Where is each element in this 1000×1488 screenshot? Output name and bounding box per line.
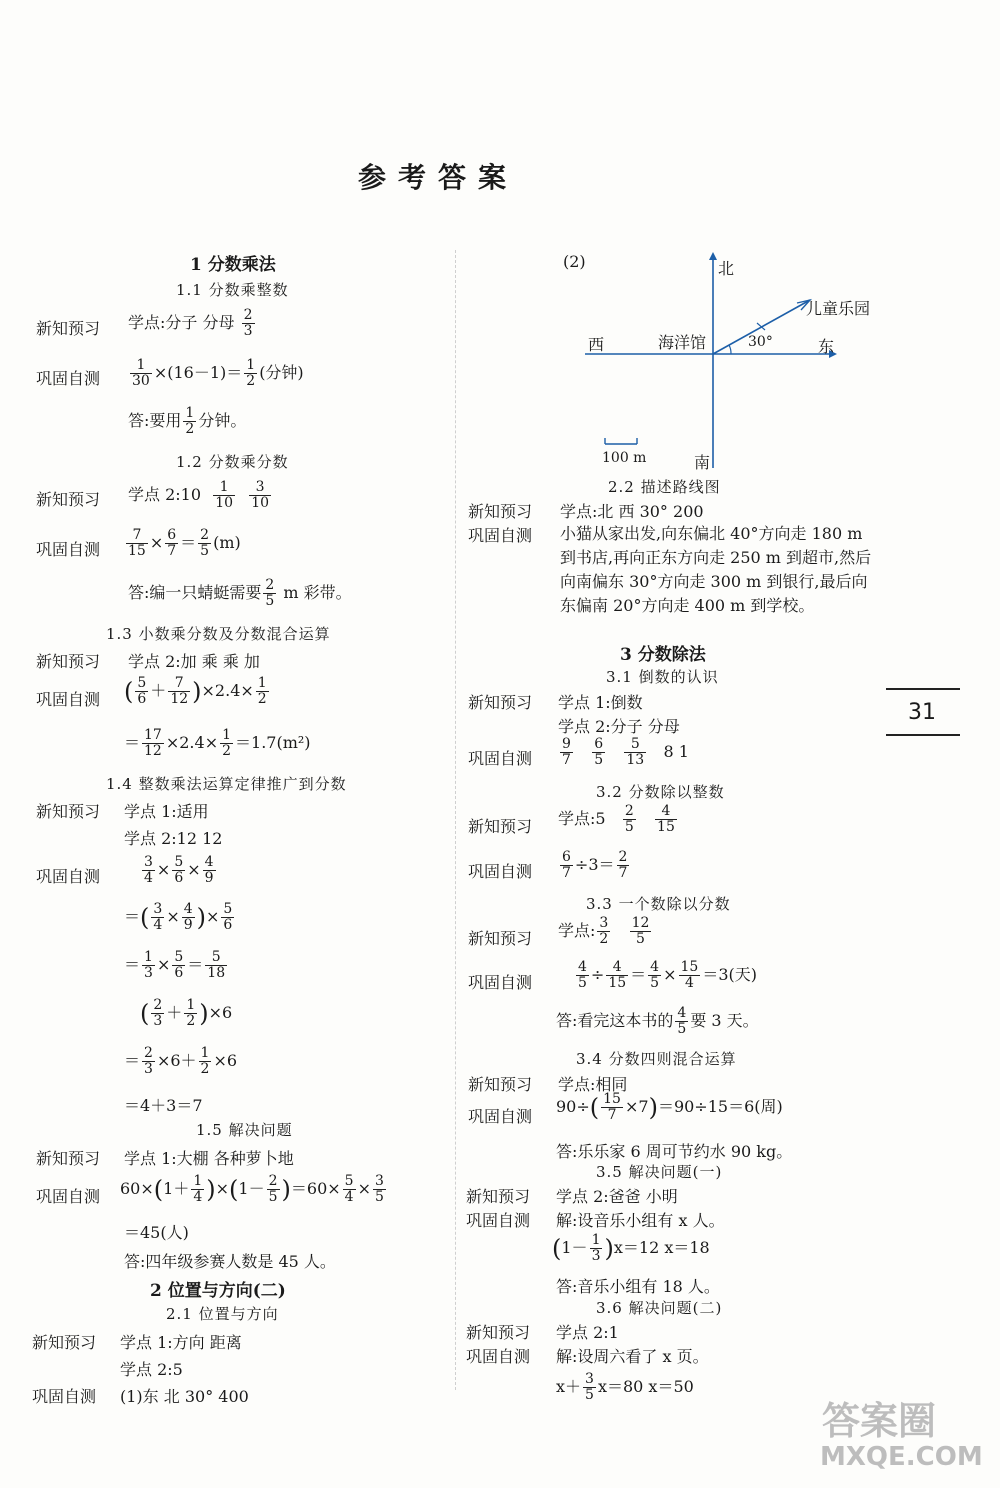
answer-3-4-test: 90÷( $\frac{15}{7}$ ×7)＝90÷15＝6(周) [556, 1091, 783, 1123]
answer-3-1-preview-2: 学点 2:分子 分母 [558, 717, 680, 736]
answer-1-1-test [128, 358, 304, 389]
fraction: $\frac{3}{4}$ [144, 854, 153, 886]
fraction: $\frac{15}{4}$ [680, 959, 699, 991]
column-divider [455, 250, 456, 1390]
label-preview: 新知预习 [36, 319, 101, 338]
answer-3-3-conclusion-b: 要 3 天。 [690, 1011, 759, 1030]
fraction: $\frac{1}{3}$ [591, 1232, 601, 1264]
answer-3-6-test-2 [556, 1372, 694, 1403]
answer-1-4-line-1: $\frac{3}{4}$ × $\frac{5}{6}$ × $\frac{4}{9}$ [144, 854, 214, 886]
page-number-rule-top [886, 688, 960, 690]
label-preview: 新知预习 [36, 1149, 101, 1168]
fraction: $\frac{1}{2}$ [246, 357, 256, 389]
answer-1-4-line-3: ＝ $\frac{1}{3}$ × $\frac{5}{6}$ ＝ $\frac{5}{18}$ [124, 949, 226, 981]
answer-3-2-test: $\frac{6}{7}$ ÷3＝ $\frac{2}{7}$ [562, 849, 628, 881]
label-test: 巩固自测 [468, 1107, 533, 1126]
fraction: $\frac{4}{5}$ [677, 1005, 687, 1037]
answer-3-3-preview-text: 学点: [558, 921, 596, 940]
label-preview: 新知预习 [468, 1075, 533, 1094]
answer-3-3-preview [558, 916, 653, 947]
section-3-1-heading: 3.1 倒数的认识 [606, 668, 719, 686]
fraction: $\frac{2}{5}$ [624, 803, 634, 835]
fraction: $\frac{3}{5}$ [585, 1371, 594, 1403]
answer-2-2-test: 小猫从家出发,向东偏北 40°方向走 180 m 到书店,再向正东方向走 250 m 到超市,然后向南偏东 30°方向走 300 m 到银行,最后向东偏南 20°方向走 400 m 到学校。 [560, 524, 872, 615]
fraction: $\frac{5}{4}$ [344, 1173, 354, 1205]
answer-1-4-line-6: ＝4＋3＝7 [124, 1096, 203, 1115]
label-test: 巩固自测 [468, 526, 533, 545]
section-2-2-heading: 2.2 描述路线图 [608, 478, 721, 496]
watermark-logo: 答案圈 [822, 1399, 937, 1443]
chapter-1-heading: 1 分数乘法 [190, 255, 276, 275]
diagram-south: 南 [694, 453, 711, 472]
fraction: $\frac{5}{6}$ [137, 675, 147, 707]
label-preview: 新知预习 [36, 652, 101, 671]
section-2-1-heading: 2.1 位置与方向 [166, 1305, 279, 1323]
section-3-4-heading: 3.4 分数四则混合运算 [576, 1050, 737, 1068]
answer-1-1-test-expr: ×(16－1)＝ [153, 363, 243, 382]
answer-1-2-test: $\frac{7}{15}$ × $\frac{6}{7}$ ＝ $\frac{2}{5}$ (m) [128, 527, 241, 559]
answer-3-4-test-b: ＝90÷15＝6(周) [657, 1097, 783, 1116]
answer-1-5-conclusion: 答:四年级参赛人数是 45 人。 [124, 1252, 336, 1271]
label-preview: 新知预习 [32, 1333, 97, 1352]
answer-1-4-preview-1: 学点 1:适用 [124, 802, 209, 821]
label-test: 巩固自测 [466, 1347, 531, 1366]
label-preview: 新知预习 [468, 929, 533, 948]
answer-1-5-preview: 学点 1:大棚 各种萝卜地 [124, 1149, 294, 1168]
answer-3-5-preview: 学点 2:爸爸 小明 [556, 1187, 678, 1206]
answer-3-6-test-2-b: x＝80 x＝50 [597, 1377, 694, 1396]
fraction: $\frac{17}{12}$ [144, 727, 162, 759]
label-preview: 新知预习 [468, 502, 533, 521]
diagram-angle: 30° [748, 334, 773, 350]
label-test: 巩固自测 [36, 369, 101, 388]
fraction: $\frac{5}{13}$ [626, 736, 645, 768]
fraction: $\frac{3}{4}$ [153, 901, 163, 933]
fraction: $\frac{1}{2}$ [185, 405, 195, 437]
fraction: $\frac{12}{5}$ [631, 915, 650, 947]
section-3-6-heading: 3.6 解决问题(二) [596, 1299, 723, 1317]
answer-3-4-preview: 学点:相同 [558, 1075, 628, 1094]
section-1-3-heading: 1.3 小数乘分数及分数混合运算 [106, 625, 331, 643]
answer-3-6-preview: 学点 2:1 [556, 1323, 619, 1342]
answer-1-2-test-unit: (m) [213, 533, 241, 552]
label-test: 巩固自测 [32, 1387, 97, 1406]
label-preview: 新知预习 [36, 802, 101, 821]
answer-1-4-preview-2: 学点 2:12 12 [124, 829, 223, 848]
label-preview: 新知预习 [468, 817, 533, 836]
label-test: 巩固自测 [36, 540, 101, 559]
fraction: $\frac{4}{9}$ [183, 901, 193, 933]
answer-3-4-conclusion: 答:乐乐家 6 周可节约水 90 kg。 [556, 1142, 793, 1161]
fraction: $\frac{7}{12}$ [170, 675, 189, 707]
answer-1-3-result: ＝ $\frac{17}{12}$ ×2.4× $\frac{1}{2}$ ＝1.7(m²) [124, 727, 311, 759]
answer-3-5-conclusion: 答:音乐小组有 18 人。 [556, 1277, 720, 1296]
watermark-url: MXQE.COM [820, 1442, 983, 1472]
fraction: $\frac{4}{15}$ [657, 803, 675, 835]
fraction: $\frac{5}{6}$ [174, 854, 184, 886]
fraction: $\frac{4}{5}$ [578, 959, 587, 991]
answer-1-2-preview-text: 学点 2:10 [128, 485, 202, 504]
fraction: $\frac{9}{7}$ [562, 736, 571, 768]
angle-arc [729, 345, 731, 354]
diagram-west: 西 [588, 335, 605, 354]
label-test: 巩固自测 [468, 862, 533, 881]
answer-3-6-test-2-a: x＋ [556, 1377, 582, 1396]
label-preview: 新知预习 [36, 490, 101, 509]
fraction: $\frac{6}{7}$ [562, 849, 571, 881]
fraction: $\frac{1}{30}$ [132, 357, 150, 389]
answer-2-2-preview: 学点:北 西 30° 200 [560, 502, 704, 521]
answer-3-6-test-1: 解:设周六看了 x 页。 [556, 1347, 709, 1366]
fraction: $\frac{4}{15}$ [608, 959, 627, 991]
diagram-scale: 100 m [602, 450, 647, 466]
diagram-label: (2) [563, 252, 586, 271]
answer-3-3-test: $\frac{4}{5}$ ÷ $\frac{4}{15}$ ＝ $\frac{4}{5}$ × $\frac{15}{4}$ ＝3(天) [578, 959, 757, 991]
answer-1-4-line-2: ＝( $\frac{3}{4}$ × $\frac{4}{9}$ )× $\frac{5}{6}$ [124, 901, 233, 933]
answer-1-1-conclusion-a: 答:要用 [128, 411, 182, 430]
north-arrow [709, 252, 717, 260]
answer-1-2-conclusion-b: m 彩带。 [283, 583, 352, 602]
page-number: 31 [908, 700, 936, 725]
section-3-2-heading: 3.2 分数除以整数 [596, 783, 725, 801]
fraction: $\frac{2}{3}$ [144, 1045, 153, 1077]
label-preview: 新知预习 [466, 1323, 531, 1342]
section-1-1-heading: 1.1 分数乘整数 [176, 281, 289, 299]
answer-1-2-conclusion [128, 578, 352, 609]
fraction: $\frac{1}{10}$ [215, 479, 234, 511]
fraction: $\frac{7}{15}$ [128, 527, 146, 559]
fraction: $\frac{4}{5}$ [650, 959, 660, 991]
answer-3-3-conclusion [556, 1006, 759, 1037]
answer-2-1-preview-1: 学点 1:方向 距离 [120, 1333, 242, 1352]
answer-1-2-preview [128, 480, 273, 511]
fraction: $\frac{4}{9}$ [204, 854, 214, 886]
fraction: $\frac{1}{4}$ [193, 1173, 203, 1205]
fraction: $\frac{1}{2}$ [186, 997, 196, 1029]
fraction: $\frac{2}{3}$ [243, 307, 253, 339]
fraction: $\frac{2}{5}$ [200, 527, 210, 559]
answer-1-1-preview [128, 308, 257, 339]
answer-2-1-preview-2: 学点 2:5 [120, 1360, 183, 1379]
label-test: 巩固自测 [468, 749, 533, 768]
section-1-4-heading: 1.4 整数乘法运算定律推广到分数 [106, 775, 347, 793]
answer-1-3-result-b: ＝1.7(m²) [235, 733, 311, 752]
answer-3-5-test-1: 解:设音乐小组有 x 人。 [556, 1211, 725, 1230]
answer-1-5-test: 60×(1＋ $\frac{1}{4}$ )×(1－ $\frac{2}{5}$ )＝60× $\frac{5}{4}$ × $\frac{3}{5}$ [120, 1173, 384, 1205]
answer-1-4-line-5: ＝ $\frac{2}{3}$ ×6＋ $\frac{1}{2}$ ×6 [124, 1045, 238, 1077]
answer-1-3-test: ( $\frac{5}{6}$ ＋ $\frac{7}{12}$ )×2.4× $\frac{1}{2}$ [124, 675, 267, 707]
diagram-center: 海洋馆 [658, 333, 707, 352]
answer-3-3-test-result: ＝3(天) [702, 965, 757, 984]
answer-1-4-line-4: ( $\frac{2}{3}$ ＋ $\frac{1}{2}$ )×6 [140, 997, 233, 1029]
page-title: 参考答案 [358, 161, 519, 194]
answer-3-2-preview-text: 学点:5 [558, 809, 606, 828]
answer-3-1-test [558, 737, 689, 768]
answer-1-1-conclusion-b: 分钟。 [198, 411, 247, 430]
answer-1-1-test-unit: (分钟) [259, 363, 304, 382]
fraction: $\frac{3}{10}$ [251, 479, 270, 511]
answer-1-1-conclusion [128, 406, 246, 437]
fraction: $\frac{2}{7}$ [618, 849, 628, 881]
fraction: $\frac{6}{5}$ [594, 736, 604, 768]
answer-2-1-test: (1)东 北 30° 400 [120, 1387, 249, 1406]
page-number-rule-bottom [886, 734, 960, 736]
answer-3-4-test-a: 90÷ [556, 1097, 590, 1116]
section-3-3-heading: 3.3 一个数除以分数 [586, 895, 731, 913]
answer-1-2-conclusion-a: 答:编一只蜻蜓需要 [128, 583, 262, 602]
answer-3-1-test-ints: 8 1 [663, 742, 689, 761]
fraction: $\frac{2}{5}$ [268, 1173, 278, 1205]
fraction: $\frac{15}{7}$ [603, 1091, 621, 1123]
label-preview: 新知预习 [466, 1187, 531, 1206]
chapter-3-heading: 3 分数除法 [620, 645, 706, 665]
fraction: $\frac{1}{2}$ [222, 727, 232, 759]
diagram-north: 北 [718, 259, 735, 278]
section-1-2-heading: 1.2 分数乘分数 [176, 453, 289, 471]
answer-3-5-test-2-text: x＝12 x＝18 [613, 1238, 710, 1257]
answer-3-2-preview [558, 804, 679, 835]
fraction: $\frac{2}{5}$ [265, 577, 275, 609]
answer-1-1-preview-text: 学点:分子 分母 [128, 313, 235, 332]
fraction: $\frac{5}{6}$ [174, 949, 184, 981]
answer-1-5-result: ＝45(人) [124, 1223, 189, 1242]
section-1-5-heading: 1.5 解决问题 [196, 1121, 293, 1139]
label-test: 巩固自测 [36, 867, 101, 886]
fraction: $\frac{3}{5}$ [375, 1173, 384, 1205]
fraction: $\frac{5}{18}$ [207, 949, 226, 981]
answer-3-5-test-2: (1－ $\frac{1}{3}$ )x＝12 x＝18 [552, 1232, 710, 1264]
answer-3-3-conclusion-a: 答:看完这本书的 [556, 1011, 674, 1030]
fraction: $\frac{1}{2}$ [200, 1045, 210, 1077]
answer-1-3-result-a: ×2.4× [165, 733, 219, 752]
label-test: 巩固自测 [36, 690, 101, 709]
fraction: $\frac{1}{2}$ [257, 675, 267, 707]
label-test: 巩固自测 [466, 1211, 531, 1230]
label-test: 巩固自测 [468, 973, 533, 992]
fraction: $\frac{3}{2}$ [599, 915, 609, 947]
direction-diagram [585, 250, 845, 470]
diagram-east: 东 [818, 337, 835, 356]
answer-1-3-preview: 学点 2:加 乘 乘 加 [128, 652, 260, 671]
fraction: $\frac{2}{3}$ [153, 997, 163, 1029]
fraction: $\frac{5}{6}$ [223, 901, 233, 933]
fraction: $\frac{6}{7}$ [167, 527, 177, 559]
label-preview: 新知预习 [468, 693, 533, 712]
diagram-target: 儿童乐园 [806, 299, 871, 318]
answer-1-3-test-expr: ×2.4× [201, 681, 254, 700]
fraction: $\frac{1}{3}$ [144, 949, 153, 981]
chapter-2-heading: 2 位置与方向(二) [150, 1281, 286, 1301]
label-test: 巩固自测 [36, 1187, 101, 1206]
answer-3-1-preview-1: 学点 1:倒数 [558, 693, 643, 712]
section-3-5-heading: 3.5 解决问题(一) [596, 1163, 723, 1181]
